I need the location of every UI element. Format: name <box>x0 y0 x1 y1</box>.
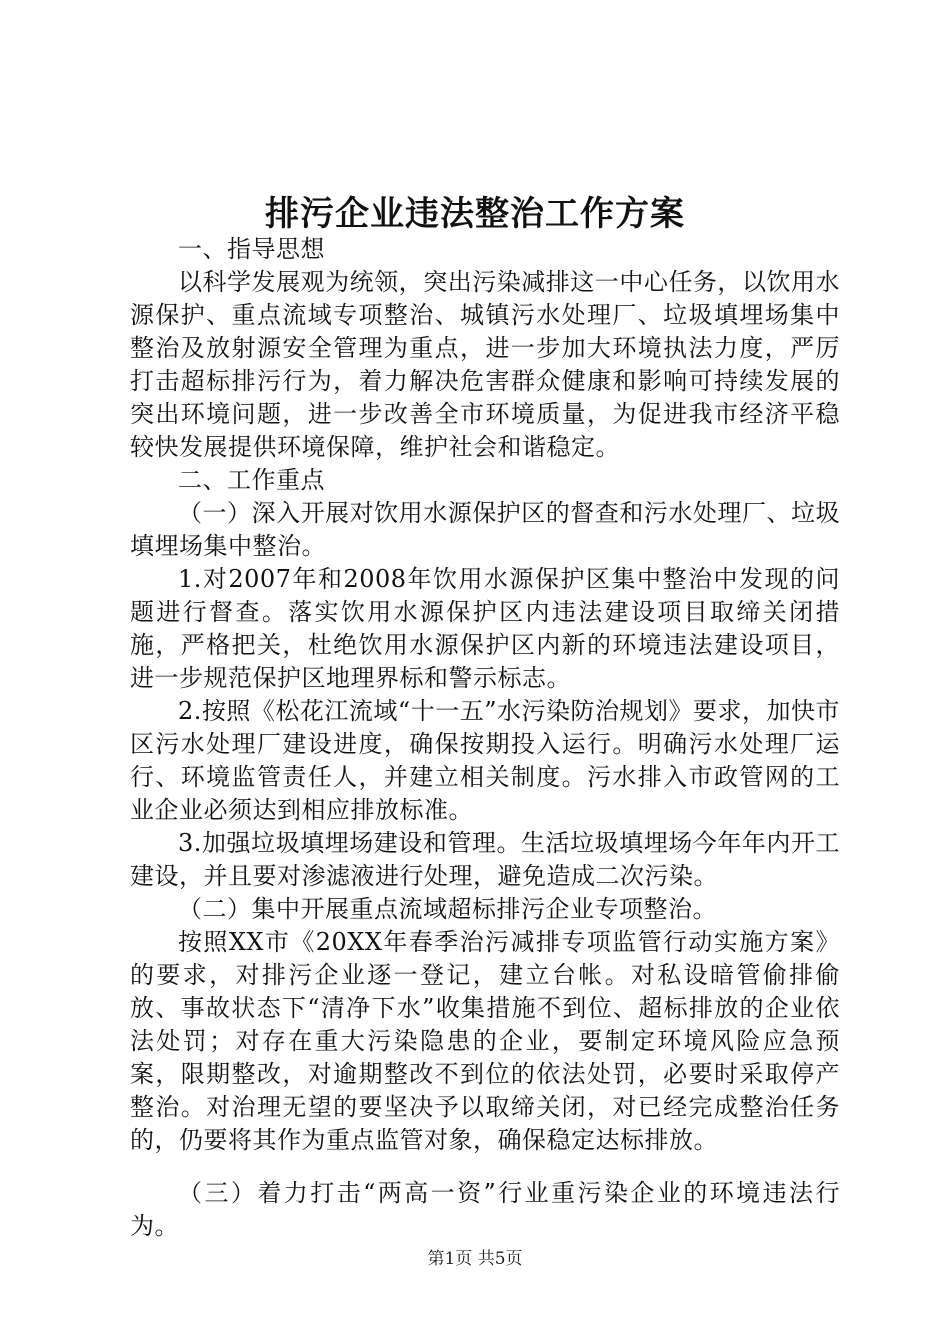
paragraph-item-1: 1.对2007年和2008年饮用水源保护区集中整治中发现的问题进行督查。落实饮用水源保护区内违法建设项目取缔关闭措施，严格把关，杜绝饮用水源保护区内新的环境违法建设项目，进一步规范保护区地理界标和警示标志。 <box>130 565 840 692</box>
subsection-heading-2: （二）集中开展重点流域超标排污企业专项整治。 <box>178 895 717 923</box>
section-heading-work-focus: 二、工作重点 <box>178 466 325 494</box>
subsection-heading-3: （三）着力打击“两高一资”行业重污染企业的环境违法行为。 <box>130 1179 840 1240</box>
paragraph-item-2: 2.按照《松花江流域“十一五”水污染防治规划》要求，加快市区污水处理厂建设进度，确保按期投入运行。明确污水处理厂运行、环境监管责任人，并建立相关制度。污水排入市政管网的工业企业必须达到相应排放标准。 <box>130 697 840 824</box>
document-title: 排污企业违法整治工作方案 <box>265 194 685 234</box>
subsection-heading-1: （一）深入开展对饮用水源保护区的督查和污水处理厂、垃圾填埋场集中整治。 <box>130 499 840 560</box>
paragraph-gap <box>130 1157 840 1177</box>
document-body <box>130 233 840 1243</box>
paragraph-item-3: 3.加强垃圾填埋场建设和管理。生活垃圾填埋场今年年内开工建设，并且要对渗滤液进行处理，避免造成二次污染。 <box>130 829 840 890</box>
paragraph-guiding-ideology: 以科学发展观为统领，突出污染减排这一中心任务，以饮用水源保护、重点流域专项整治、城镇污水处理厂、垃圾填埋场集中整治及放射源安全管理为重点，进一步加大环境执法力度，严厉打击超标排污行为，着力解决危害群众健康和影响可持续发展的突出环境问题，进一步改善全市环境质量，为促进我市经济平稳较快发展提供环境保障，维护社会和谐稳定。 <box>130 268 840 461</box>
section-heading-guiding-ideology: 一、指导思想 <box>178 235 325 263</box>
paragraph-rectification: 按照XX市《20XX年春季治污减排专项监管行动实施方案》的要求，对排污企业逐一登记，建立台帐。对私设暗管偷排偷放、事故状态下“清净下水”收集措施不到位、超标排放的企业依法处罚；对存在重大污染隐患的企业，要制定环境风险应急预案，限期整改，对逾期整改不到位的依法处罚，必要时采取停产整治。对治理无望的要坚决予以取缔关闭，对已经完成整治任务的，仍要将其作为重点监管对象，确保稳定达标排放。 <box>130 928 840 1154</box>
page-footer: 第1页 共5页 <box>427 1249 523 1269</box>
